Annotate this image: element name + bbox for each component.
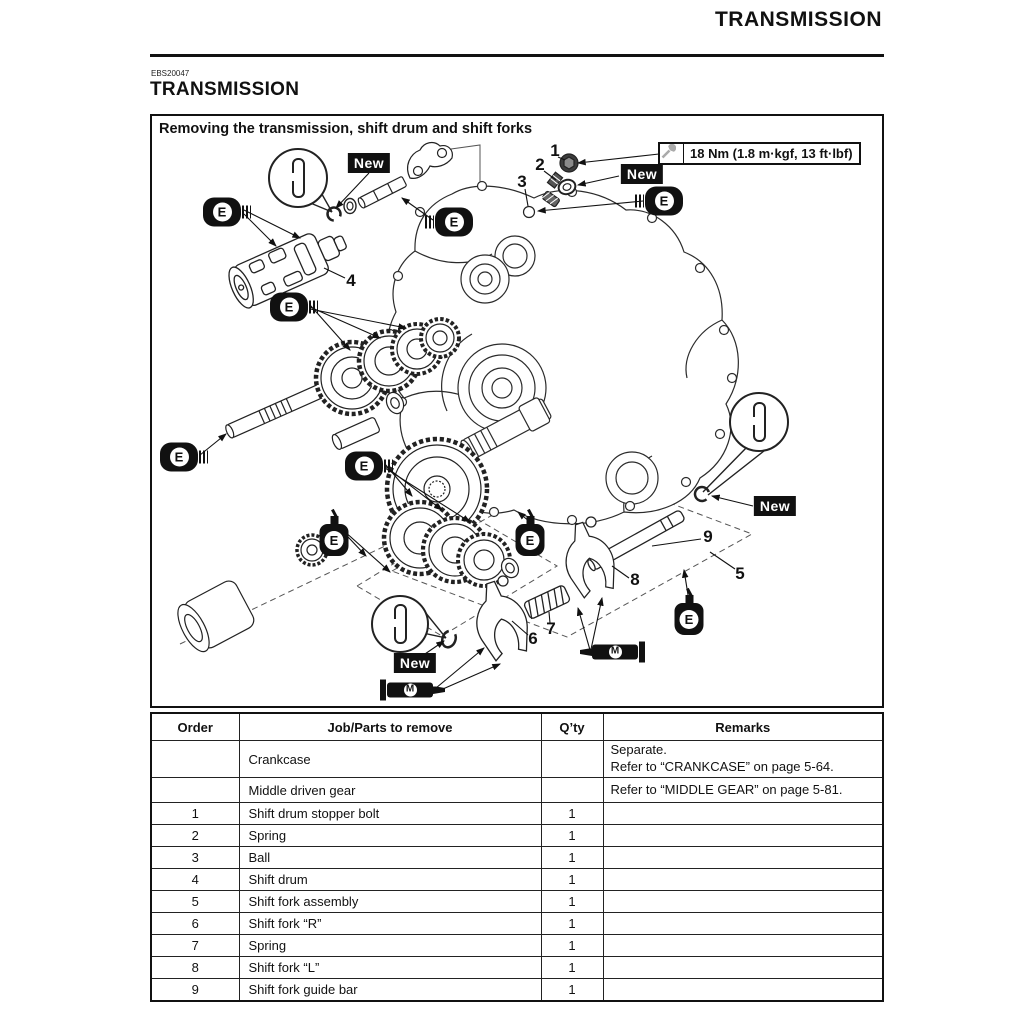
cell-remarks [603,935,883,957]
cell-job: Shift fork “L” [239,957,541,979]
magnifier-detail-circlip [729,392,789,452]
table-row [151,891,883,913]
cell-job: Shift fork guide bar [239,979,541,1002]
table-row [151,825,883,847]
parts-table [150,712,884,1002]
oil-applicator-icon: E [270,293,308,322]
cell-order: 7 [151,935,239,957]
torque-spec: 18 Nm (1.8 m·kgf, 13 ft·lbf) [690,146,853,161]
oil-applicator-icon: E [203,198,241,227]
cell-job: Spring [239,935,541,957]
cell-job: Shift fork assembly [239,891,541,913]
col-header-remarks: Remarks [603,713,883,741]
figure-panel [150,114,884,708]
section-code: EBS20047 [151,69,190,78]
magnifier-detail-circlip [268,148,328,208]
cell-qty: 1 [541,847,603,869]
table-row [151,778,883,803]
table-row [151,803,883,825]
cell-order: 4 [151,869,239,891]
part-callout-9: 9 [703,527,713,546]
circlip-icon [394,604,407,644]
cell-remarks [603,913,883,935]
cell-qty [541,778,603,803]
table-row [151,979,883,1002]
circlip-icon [753,402,766,442]
oil-bottle-icon: E [320,524,349,556]
oil-applicator-icon: E [435,208,473,237]
cell-remarks: Separate. Refer to “CRANKCASE” on page 5-64. [603,741,883,778]
cell-order: 3 [151,847,239,869]
torque-spec-box [658,142,861,165]
cell-qty [541,741,603,778]
oil-applicator-icon: E [345,452,383,481]
grease-tube-icon: M [592,645,638,660]
part-callout-5: 5 [735,564,745,583]
cell-remarks: Refer to “MIDDLE GEAR” on page 5-81. [603,778,883,803]
cell-job: Spring [239,825,541,847]
cell-order [151,741,239,778]
cell-qty: 1 [541,891,603,913]
cell-job: Shift fork “R” [239,913,541,935]
cell-order [151,778,239,803]
cell-remarks [603,803,883,825]
cell-remarks [603,957,883,979]
cell-job: Ball [239,847,541,869]
cell-qty: 1 [541,803,603,825]
cell-order: 2 [151,825,239,847]
part-callout-6: 6 [528,629,538,648]
cell-order: 5 [151,891,239,913]
table-row [151,935,883,957]
cell-order: 1 [151,803,239,825]
page-title: TRANSMISSION [150,79,300,100]
cell-qty: 1 [541,935,603,957]
cell-remarks [603,891,883,913]
cell-remarks [603,979,883,1002]
part-callout-3: 3 [517,172,527,191]
cell-order: 6 [151,913,239,935]
cell-qty: 1 [541,979,603,1002]
col-header-order: Order [151,713,239,741]
figure-caption: Removing the transmission, shift drum and shift forks [159,121,533,137]
part-callout-4: 4 [346,271,356,290]
table-row [151,913,883,935]
table-row [151,957,883,979]
oil-bottle-icon: E [675,603,704,635]
cell-remarks [603,825,883,847]
cell-order: 8 [151,957,239,979]
col-header-qty: Q’ty [541,713,603,741]
cell-qty: 1 [541,913,603,935]
new-part-tag: New [348,153,390,173]
cell-qty: 1 [541,825,603,847]
part-callout-7: 7 [546,619,556,638]
new-part-tag: New [394,653,436,673]
running-header: TRANSMISSION [714,8,882,31]
oil-applicator-icon: E [160,443,198,472]
header-rule [150,54,884,57]
table-row [151,869,883,891]
cell-job: Shift drum [239,869,541,891]
table-row [151,741,883,778]
cell-order: 9 [151,979,239,1002]
table-header-row [151,713,883,741]
part-callout-8: 8 [630,570,640,589]
cell-job: Middle driven gear [239,778,541,803]
new-part-tag: New [754,496,796,516]
part-callout-1: 1 [550,141,560,160]
part-callout-2: 2 [535,155,545,174]
grease-tube-icon: M [387,683,433,698]
cell-qty: 1 [541,869,603,891]
col-header-job: Job/Parts to remove [239,713,541,741]
table-row [151,847,883,869]
cell-job: Crankcase [239,741,541,778]
wrench-icon [660,144,684,163]
cell-remarks [603,869,883,891]
new-part-tag: New [621,164,663,184]
cell-qty: 1 [541,957,603,979]
cell-remarks [603,847,883,869]
oil-applicator-icon: E [645,187,683,216]
magnifier-detail-circlip [371,595,429,653]
cell-job: Shift drum stopper bolt [239,803,541,825]
circlip-icon [292,158,305,198]
oil-bottle-icon: E [516,524,545,556]
